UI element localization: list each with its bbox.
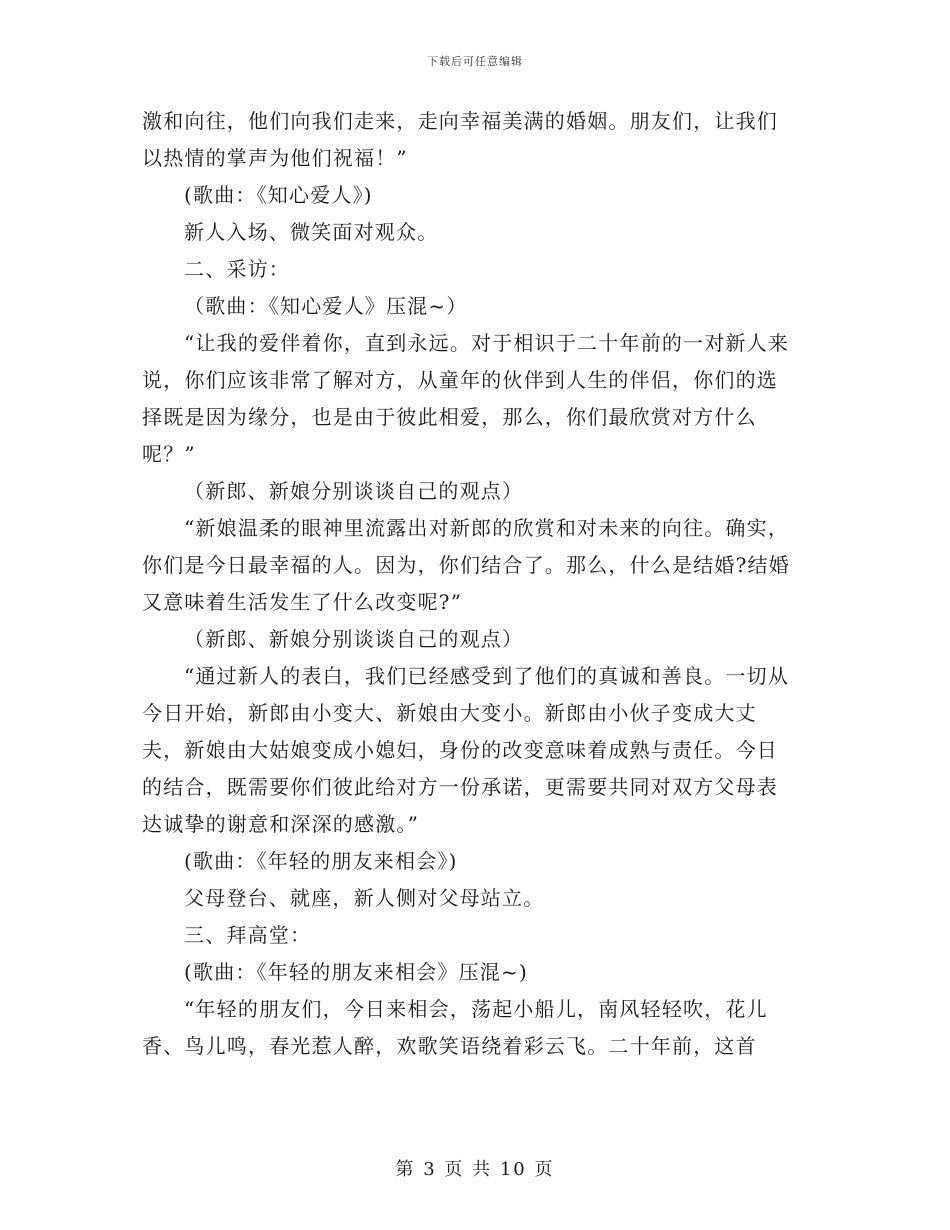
paragraph-11: (歌曲：《年轻的朋友来相会》)	[184, 849, 458, 873]
paragraph-6: “让我的爱伴着你，直到永远。对于相识于二十年前的一对新人来说，你们应该非常了解对方，从童年的伙伴到人生的伴侣，你们的选择既是因为缘分，也是由于彼此相爱，那么，你们最欣赏对方什么呢？”	[142, 331, 790, 466]
paragraph-1: 激和向往，他们向我们走来，走向幸福美满的婚姻。朋友们，让我们以热情的掌声为他们祝福！”	[142, 109, 778, 170]
paragraph-7: （新郎、新娘分别谈谈自己的观点）	[184, 479, 524, 503]
paragraph-15: “年轻的朋友们，今日来相会，荡起小船儿，南风轻轻吹，花儿香、鸟儿鸣，春光惹人醉，欢歌笑语绕着彩云飞。二十年前，这首	[142, 997, 768, 1058]
page-header: 下载后可任意编辑	[427, 55, 523, 68]
paragraph-5: （歌曲：《知心爱人》压混~）	[184, 294, 468, 318]
paragraph-9: （新郎、新娘分别谈谈自己的观点）	[184, 627, 524, 651]
paragraph-12: 父母登台、就座，新人侧对父母站立。	[184, 886, 545, 910]
paragraph-8: “新娘温柔的眼神里流露出对新郎的欣赏和对未来的向往。确实，你们是今日最幸福的人。因为，你们结合了。那么，什么是结婚?结婚又意味着生活发生了什么改变呢?”	[142, 516, 790, 614]
paragraph-14: (歌曲：《年轻的朋友来相会》压混~)	[184, 960, 528, 984]
section-heading-parents: 三、拜高堂：	[184, 923, 312, 947]
paragraph-2: (歌曲：《知心爱人》)	[184, 183, 373, 207]
document-body	[142, 103, 792, 1065]
page-number-footer: 第 3 页 共 10 页	[395, 1159, 555, 1180]
section-heading-interview: 二、采访：	[184, 257, 290, 281]
paragraph-10: “通过新人的表白，我们已经感受到了他们的真诚和善良。一切从今日开始，新郎由小变大、新娘由大变小。新郎由小伙子变成大丈夫，新娘由大姑娘变成小媳妇，身份的改变意味着成熟与责任。今日的结合，既需要你们彼此给对方一份承诺，更需要共同对双方父母表达诚挚的谢意和深深的感激。”	[142, 664, 790, 836]
paragraph-3: 新人入场、微笑面对观众。	[184, 220, 439, 244]
